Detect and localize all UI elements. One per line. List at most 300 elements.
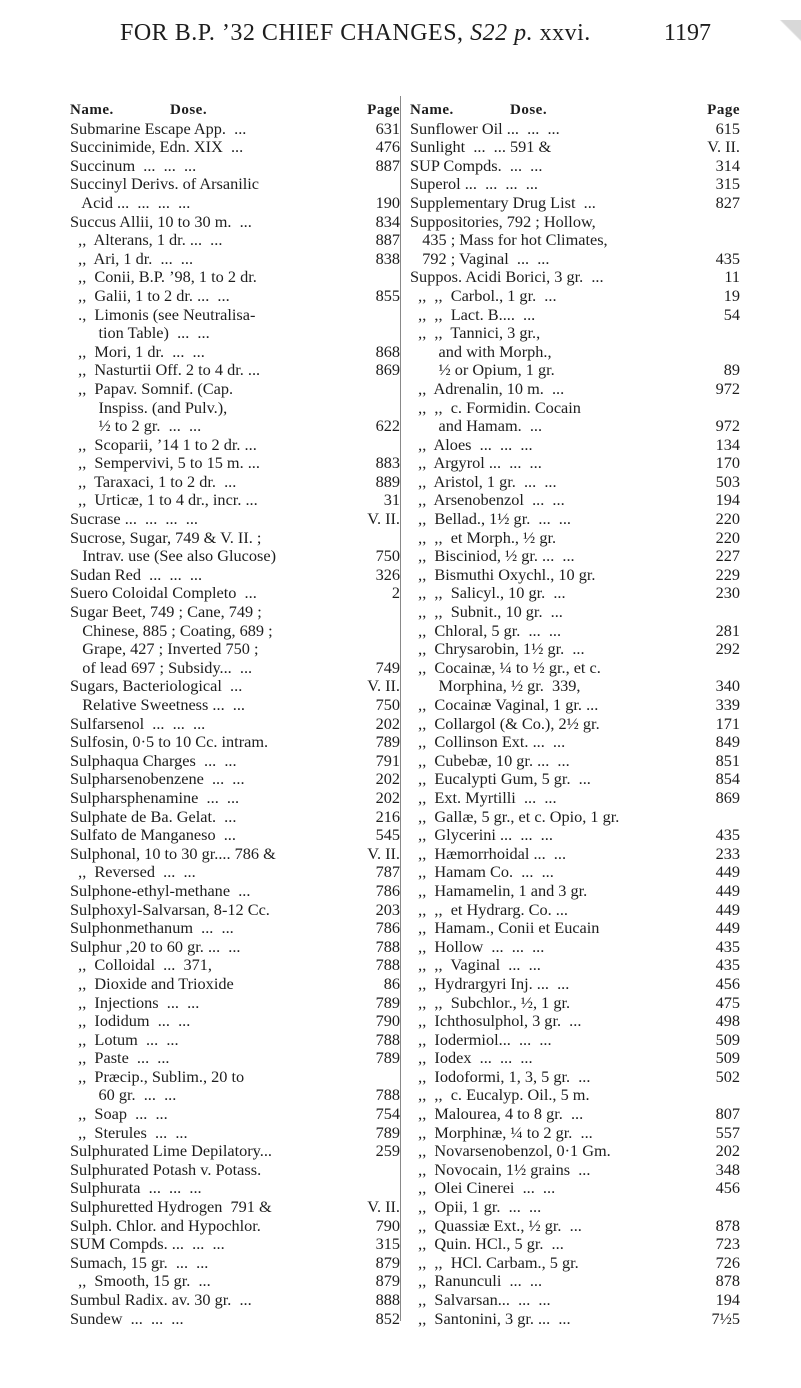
entry-text: ,, Malourea, 4 to 8 gr. ... [410,1105,584,1124]
entry-page [706,324,740,343]
index-entry [410,529,740,548]
entry-text: Chinese, 885 ; Coating, 689 ; [70,621,273,640]
entry-page: 134 [715,434,740,454]
entry-text: of lead 697 ; Subsidy... ... [70,658,253,677]
index-entry [70,1049,400,1068]
index-entry [410,975,740,994]
entry-page: 888 [375,1290,400,1309]
entry-text: ,, Hollow ... ... ... [410,937,545,956]
entry-page: 190 [375,192,400,212]
index-entry [70,138,400,157]
entry-text: Sulphaqua Charges ... ... [70,751,237,770]
entry-page: 11 [724,267,740,287]
index-entry [70,510,400,529]
entry-text: ,, Hamam Co. ... ... [410,863,554,882]
entry-text: ,, Ranunculi ... ... [410,1272,543,1291]
entry-text: ,, ,, Salicyl., 10 gr. ... [410,584,566,603]
entry-text: Sulphurated Potash v. Potass. [70,1160,262,1179]
index-entry [410,826,740,845]
entry-page: 883 [375,453,400,473]
index-entry [410,1310,740,1329]
index-entry [70,1068,400,1087]
entry-page: 326 [375,564,400,584]
entry-page: V. II. [367,676,400,696]
header-roman-numeral: xxvi. [539,20,591,46]
index-entry [70,603,400,622]
index-entry [70,808,400,827]
index-entry [410,194,740,213]
entry-page: 786 [375,880,400,900]
entry-text: ,, Hæmorrhoidal ... ... [410,844,567,863]
entry-page: 498 [715,1011,740,1031]
entry-text: ,, Salvarsan... ... ... [410,1291,551,1309]
entry-page: 726 [715,1252,740,1272]
entry-text: ,, ,, Lact. B.... ... [410,305,536,324]
entry-text: Sumach, 15 gr. ... ... [70,1253,209,1272]
entry-page: 54 [723,304,740,324]
entry-page: 790 [375,1011,400,1031]
entry-text: ,, Ext. Myrtilli ... ... [410,788,557,807]
entry-page: 789 [375,1048,400,1068]
index-entry [410,491,740,510]
entry-text: ,, Iodermiol... ... ... [410,1030,552,1049]
entry-text: Sulphonmethanum ... ... [70,919,234,938]
index-entry [410,138,740,157]
index-entry [410,175,740,194]
index-entry [410,863,740,882]
entry-text: ,, Iodidum ... ... [70,1012,191,1031]
index-entry [410,1161,740,1180]
entry-text: Sulphate de Ba. Gelat. ... [70,807,237,826]
entry-text: Sulphurata ... ... ... [70,1179,202,1198]
index-entry [70,1291,400,1310]
entry-text: ,, Hamamelin, 1 and 3 gr. [410,881,588,900]
entry-page [706,399,740,418]
entry-text: ,, Bisciniod, ½ gr. ... ... [410,547,575,566]
entry-page: 2 [391,583,400,603]
index-entry [410,994,740,1013]
entry-page [366,1161,400,1180]
entry-text: Sugars, Bacteriological ... [70,677,243,696]
index-entry [70,584,400,603]
entry-page [706,808,740,827]
entry-page [706,659,740,678]
entry-text: ,, ,, c. Eucalyp. Oil., 5 m. [410,1086,590,1105]
entry-page: 476 [375,137,400,157]
entry-page: 972 [715,378,740,398]
index-entry [410,640,740,659]
entry-text: ,, Aristol, 1 gr. ... ... [410,472,557,491]
entry-text: ,, Novocain, 1½ grains ... [410,1160,591,1179]
index-entry [70,789,400,808]
entry-page: 790 [375,1215,400,1235]
index-entry [410,901,740,920]
column-headings [410,101,740,120]
entry-page: V. II. [367,1197,400,1217]
index-entry [410,231,740,250]
index-entry [70,399,400,418]
index-entry [70,250,400,269]
index-entry [70,715,400,734]
entry-page: V. II. [367,843,400,863]
index-entry [70,491,400,510]
index-entry [70,994,400,1013]
entry-text: Sulfosin, 0·5 to 10 Cc. intram. [70,733,269,752]
entry-text: Superol ... ... ... ... [410,175,538,194]
entry-text: Sulpharsphenamine ... ... [70,788,240,807]
entry-page: 789 [375,992,400,1012]
entry-page: 557 [715,1122,740,1142]
entry-page: 878 [715,1215,740,1235]
heading-dose: Dose. [170,102,208,118]
entry-page: 435 [715,955,740,975]
index-entry [70,1124,400,1143]
entry-page: 869 [715,787,740,807]
entry-text: Sulph. Chlor. and Hypochlor. [70,1216,261,1235]
entry-text: 435 ; Mass for hot Climates, [410,231,608,250]
index-entry [70,640,400,659]
entry-text: Submarine Escape App. ... [70,119,247,138]
entry-page: 7½5 [711,1308,740,1328]
entry-page: 227 [715,546,740,566]
index-entry [70,1272,400,1291]
entry-text: ½ or Opium, 1 gr. [410,361,555,380]
entry-text: ,, Soap ... ... [70,1105,168,1124]
index-entry [70,752,400,771]
entry-text: ,, Cocainæ, ¼ to ½ gr., et c. [410,658,601,677]
index-entry [70,845,400,864]
entry-page: 292 [715,639,740,659]
index-entry [410,268,740,287]
entry-page: 509 [715,1029,740,1049]
index-entry [410,1291,740,1310]
entry-text: Sunlight ... ... 591 & [410,138,552,157]
entry-text: 60 gr. ... ... [70,1086,177,1105]
entry-page: 19 [723,285,740,305]
entry-text: Sulphuretted Hydrogen 791 & [70,1198,272,1217]
entry-text: ,, Injections ... ... [70,993,200,1012]
entry-page [706,213,740,232]
entry-text: ,, Colloidal ... 371, [70,956,213,975]
index-entry [70,1254,400,1273]
entry-page: 503 [715,471,740,491]
entry-page: 229 [715,564,740,584]
index-entry [410,1031,740,1050]
index-entry [410,919,740,938]
index-entry [70,213,400,232]
entry-page [706,1198,740,1217]
heading-page: Page [707,102,740,118]
column-headings [70,101,400,120]
index-entry [70,919,400,938]
entry-text: Succus Allii, 10 to 30 m. ... [70,212,252,231]
index-entry [70,1142,400,1161]
index-entry [70,324,400,343]
index-entry [410,1086,740,1105]
index-entry [70,454,400,473]
entry-text: ,, Bellad., 1½ gr. ... ... [410,510,571,529]
entry-page: 887 [375,230,400,250]
entry-page: 31 [383,490,400,510]
entry-text: ,, Scoparii, ’14 1 to 2 dr. ... [70,435,257,454]
index-entry [70,1235,400,1254]
index-entry [70,622,400,641]
entry-text: ,, Novarsenobenzol, 0·1 Gm. [410,1142,611,1161]
entry-text: Suppos. Acidi Borici, 3 gr. ... [410,268,604,287]
entry-text: ,, Galii, 1 to 2 dr. ... ... [70,286,230,305]
entry-text: ,, Hydrargyri Inj. ... ... [410,974,570,993]
heading-dose: Dose. [510,102,548,118]
entry-page: 233 [715,843,740,863]
index-entry [70,882,400,901]
index-entry [410,213,740,232]
entry-text: ,, Paste ... ... [70,1049,170,1068]
index-entry [70,231,400,250]
entry-text: ,, Argyrol ... ... ... [410,454,542,473]
entry-text: ,, Ichthosulphol, 3 gr. ... [410,1012,582,1031]
entry-page: 315 [375,1234,400,1254]
index-entry [410,622,740,641]
index-entry [410,584,740,603]
entry-page [366,529,400,548]
entry-text: ,, Santonini, 3 gr. ... ... [410,1309,571,1328]
entry-text: ,, Præcip., Sublim., 20 to [70,1067,245,1086]
entry-text: ,, Olei Cinerei ... ... [410,1179,556,1198]
index-entry [70,417,400,436]
index-entry [70,696,400,715]
entry-page [366,380,400,399]
running-header [0,20,801,60]
entry-text: Inspiss. (and Pulv.), [70,398,228,417]
entry-text: ,, ,, Subnit., 10 gr. ... [410,603,563,622]
entry-page: 855 [375,285,400,305]
entry-page [366,1068,400,1087]
entry-page: 787 [375,862,400,882]
entry-page: 622 [375,416,400,436]
entry-text: ,, Sterules ... ... [70,1123,188,1142]
entry-text: ,, Collargol (& Co.), 2½ gr. [410,714,600,733]
entry-page [706,231,740,250]
entry-text: ,, Conii, B.P. ’98, 1 to 2 dr. [70,268,257,287]
index-entry [410,1254,740,1273]
index-entry [70,380,400,399]
entry-text: Supplementary Drug List ... [410,193,596,212]
entry-page: 789 [375,1122,400,1142]
entry-page: 86 [383,973,400,993]
entry-page: 749 [375,657,400,677]
entry-text: ,, Cocainæ Vaginal, 1 gr. ... [410,696,599,714]
index-entry [410,677,740,696]
entry-page: 281 [715,620,740,640]
index-entry [410,1179,740,1198]
entry-text: 792 ; Vaginal ... ... [410,249,550,268]
entry-page: 545 [375,825,400,845]
index-entry [410,361,740,380]
entry-page: 788 [375,1029,400,1049]
entry-text: Morphina, ½ gr. 339, [410,677,581,696]
entry-page: V. II. [367,509,400,529]
entry-page: 879 [375,1271,400,1291]
entry-text: ,, Quassiæ Ext., ½ gr. ... [410,1216,582,1235]
entry-page: 435 [715,936,740,956]
entry-text: Sulfarsenol ... ... ... [70,714,206,733]
index-entry [410,696,740,715]
index-entry [410,399,740,418]
entry-page: 314 [715,155,740,175]
index-entry [410,380,740,399]
index-entry [70,268,400,287]
index-column-right [410,101,740,1328]
entry-page: 869 [375,360,400,380]
header-middle-text: S22 p. [470,20,534,46]
index-entry [410,454,740,473]
entry-text: ,, Sempervivi, 5 to 15 m. ... [70,454,260,473]
page-corner-fold [779,20,801,42]
index-entry [70,1161,400,1180]
entry-text: SUP Compds. ... ... [410,156,543,175]
entry-text: ,, ,, Subchlor., ½, 1 gr. [410,993,571,1012]
index-entry [70,938,400,957]
entry-page: 838 [375,248,400,268]
entry-page: 456 [715,1178,740,1198]
entry-text: Sundew ... ... ... [70,1309,184,1328]
entry-text: ,, ,, c. Formidin. Cocain [410,398,581,417]
index-entry [410,343,740,362]
entry-page [366,399,400,418]
entry-page [366,306,400,325]
index-entry [70,175,400,194]
entry-page: 852 [375,1308,400,1328]
entry-text: Succinimide, Edn. XIX ... [70,138,244,157]
entry-page: 259 [375,1141,400,1161]
entry-text: Sugar Beet, 749 ; Cane, 749 ; [70,603,262,622]
entry-page: 230 [715,583,740,603]
entry-page: 788 [375,1085,400,1105]
index-entry [70,956,400,975]
index-entry [410,250,740,269]
index-entry [70,194,400,213]
entry-page [366,640,400,659]
entry-page: 449 [715,918,740,938]
index-entry [410,566,740,585]
index-entry [70,361,400,380]
index-entry [410,306,740,325]
entry-page: 851 [715,750,740,770]
entry-page: 509 [715,1048,740,1068]
entry-text: ,, Cubebæ, 10 gr. ... ... [410,751,570,770]
index-entry [70,659,400,678]
index-entry [70,287,400,306]
entry-text: ,, Opii, 1 gr. ... ... [410,1198,542,1217]
entry-text: ,, Taraxaci, 1 to 2 dr. ... [70,472,237,491]
entry-text: ,, Lotum ... ... [70,1030,179,1049]
index-entry [70,826,400,845]
entry-text: and with Morph., [410,342,552,361]
heading-name: Name. [410,102,454,118]
entry-text: Acid ... ... ... ... [70,193,191,212]
entry-page: 723 [715,1234,740,1254]
index-entry [70,1012,400,1031]
index-entry [70,343,400,362]
entry-text: ,, Aloes ... ... ... [410,435,533,454]
entry-page [366,175,400,194]
entry-page: 194 [715,490,740,510]
entry-text: Suero Coloidal Completo ... [70,584,257,603]
index-entry [70,529,400,548]
entry-page: 750 [375,695,400,714]
entry-page: 202 [715,1141,740,1161]
entry-text: ,, ,, Vaginal ... ... [410,956,541,975]
entry-text: ,, Chrysarobin, 1½ gr. ... [410,640,585,659]
index-entry [70,306,400,325]
index-entry [410,715,740,734]
entry-text: ,, Ari, 1 dr. ... ... [70,249,194,268]
entry-page: 615 [715,118,740,138]
entry-page [706,343,740,362]
entry-text: Relative Sweetness ... ... [70,696,245,714]
entry-text: ,, ,, Tannici, 3 gr., [410,324,541,343]
entry-text: ,, Mori, 1 dr. ... ... [70,342,205,361]
heading-page: Page [367,102,400,118]
entry-page: 449 [715,862,740,882]
entry-page: 348 [715,1159,740,1179]
entry-text: Grape, 427 ; Inverted 750 ; [70,640,259,659]
header-title [120,20,591,47]
entry-page: 220 [715,509,740,529]
entry-text: ,, Reversed ... ... [70,863,196,882]
index-entry [410,157,740,176]
page-number: 1197 [663,20,711,46]
index-entry [410,287,740,306]
entry-page: 456 [715,973,740,993]
entry-page: 834 [375,211,400,231]
entry-page: 789 [375,732,400,752]
entry-page [366,603,400,622]
index-entry [410,808,740,827]
entry-page: 475 [715,992,740,1012]
entry-text: ,, Collinson Ext. ... ... [410,733,566,752]
index-entry [70,473,400,492]
index-entry [70,1086,400,1105]
index-entry [410,733,740,752]
entry-page: 170 [715,453,740,473]
entry-text: ,, Arsenobenzol ... ... [410,491,565,510]
entry-text: ,, Gallæ, 5 gr., et c. Opio, 1 gr. [410,807,620,826]
entry-page [366,436,400,455]
entry-text: ,, Hamam., Conii et Eucain [410,919,600,938]
index-entry [410,473,740,492]
index-entry [70,1310,400,1329]
entry-text: ,, Iodex ... ... ... [410,1049,533,1068]
entry-text: Sulphoxyl-Salvarsan, 8-12 Cc. [70,900,270,919]
index-entry [70,1217,400,1236]
index-entry [410,845,740,864]
entry-page: 216 [375,806,400,826]
index-entry [70,901,400,920]
entry-page: 171 [715,713,740,733]
entry-page: 203 [375,899,400,919]
entry-text: Sumbul Radix. av. 30 gr. ... [70,1291,252,1309]
entry-page: 972 [715,416,740,436]
entry-page: 887 [375,155,400,175]
index-entry [410,1124,740,1143]
column-divider [400,96,401,1321]
index-entry [70,1179,400,1198]
entry-text: Sulpharsenobenzene ... ... [70,770,245,789]
entry-page: 788 [375,936,400,956]
entry-page: 202 [375,787,400,807]
entry-page [706,1086,740,1105]
